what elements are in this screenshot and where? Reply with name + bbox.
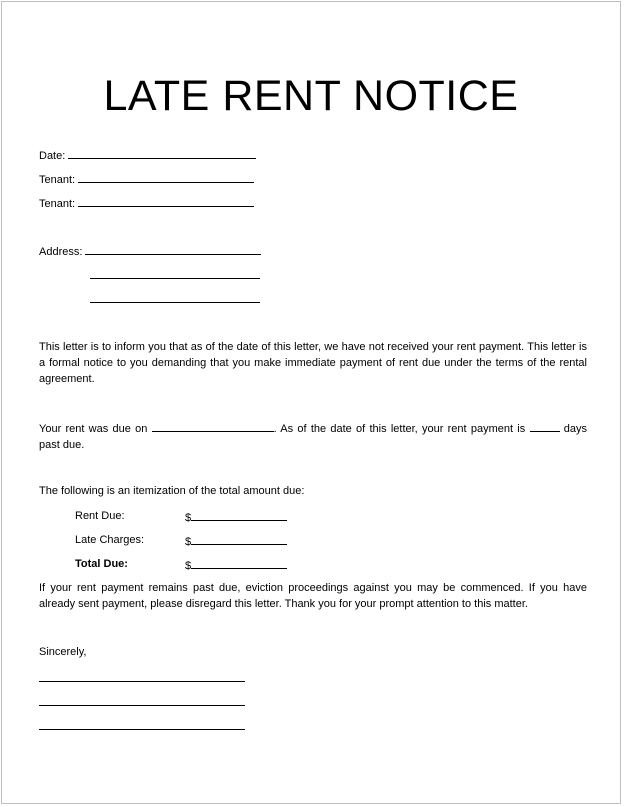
currency-symbol: $ (185, 536, 192, 548)
total-due-label: Total Due: (75, 558, 128, 570)
days-blank[interactable] (530, 419, 560, 432)
address-blank-3[interactable] (90, 302, 260, 303)
due-paragraph (39, 419, 587, 453)
date-field (39, 146, 256, 164)
notice-paragraph: This letter is to inform you that as of the date of this letter, we have not received your rent payment. This letter is a formal notice to you demanding that you make immediate payment of rent due under the terms of the rental agreement. (39, 341, 587, 385)
due-text-3: days past due. (39, 423, 588, 451)
rent-due-blank[interactable] (191, 508, 287, 521)
address-label: Address: (39, 246, 83, 258)
signature-line-3[interactable] (39, 729, 245, 730)
address-blank-2[interactable] (90, 278, 260, 279)
currency-symbol: $ (185, 512, 192, 524)
tenant-label-2: Tenant: (39, 198, 76, 210)
currency-symbol: $ (185, 560, 192, 572)
document-page (1, 1, 621, 804)
late-charges-blank[interactable] (191, 532, 287, 545)
due-text-2: . As of the date of this letter, your rent payment is (273, 423, 526, 435)
date-label: Date: (39, 150, 66, 162)
itemization-intro: The following is an itemization of the total amount due: (39, 485, 305, 497)
address-blank-1[interactable] (85, 242, 261, 255)
due-text-1: Your rent was due on (39, 423, 148, 435)
document-title: LATE RENT NOTICE (103, 72, 519, 120)
tenant-field-1 (39, 170, 254, 188)
late-charges-label: Late Charges: (75, 534, 145, 546)
eviction-paragraph: If your rent payment remains past due, eviction proceedings against you may be commenced. If you have already sent payment, please disregard this letter. Thank you for your prompt attention to this matter. (39, 582, 587, 610)
tenant-blank-2[interactable] (78, 194, 254, 207)
due-date-blank[interactable] (152, 419, 274, 432)
total-due-amount (185, 556, 287, 574)
tenant-blank-1[interactable] (78, 170, 254, 183)
tenant-label-1: Tenant: (39, 174, 76, 186)
rent-due-amount (185, 508, 287, 526)
total-due-blank[interactable] (191, 556, 287, 569)
signature-line-1[interactable] (39, 681, 245, 682)
rent-due-label: Rent Due: (75, 510, 125, 522)
date-blank[interactable] (68, 146, 256, 159)
tenant-field-2 (39, 194, 254, 212)
address-field (39, 242, 261, 260)
closing-text: Sincerely, (39, 646, 87, 658)
signature-line-2[interactable] (39, 705, 245, 706)
late-charges-amount (185, 532, 287, 550)
